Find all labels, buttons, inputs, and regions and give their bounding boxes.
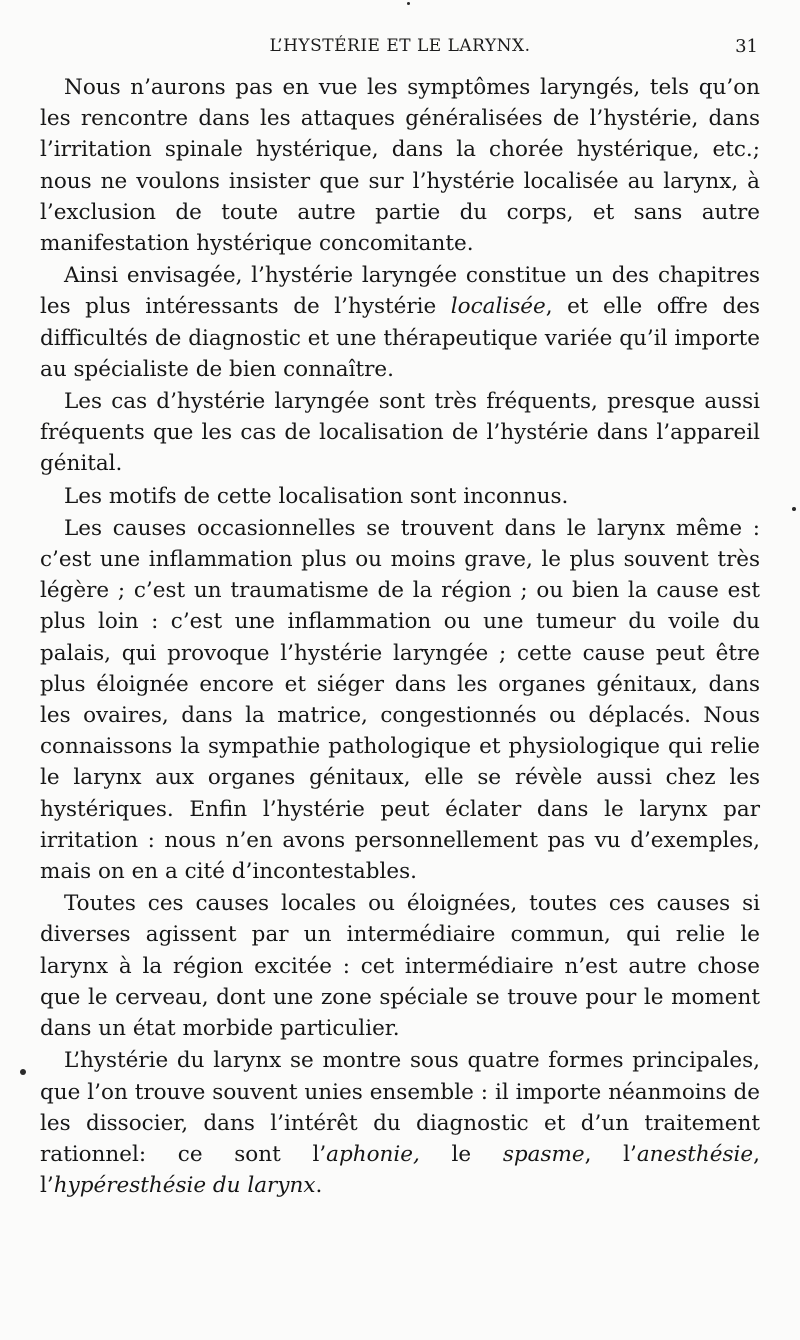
ink-speck [407,2,410,5]
paragraph-7 [40,1045,760,1201]
paragraph-7-end: . [315,1173,323,1199]
separator-2: , l’ [584,1141,637,1167]
page-number: 31 [735,36,758,57]
paragraph-2 [40,260,760,385]
paragraph-3: Les cas d’hystérie laryngée sont très fréquents, presque aussi fréquents que les cas de localisation de l’hystérie dans l’appareil génital. [40,389,760,477]
paragraph-2-after: , et elle offre des difficultés de diagnostic et une thérapeutique variée qu’il importe au spécialiste de bien connaître. [40,294,760,382]
paragraph-2-before: Ainsi envisagée, l’hystérie laryngée constitue un des chapitres les plus intéressants de l’hystérie [40,263,760,320]
ink-speck [792,507,796,511]
separator-1: le [419,1141,503,1167]
ink-speck [20,1069,26,1075]
paragraph-5: Les causes occasionnelles se trouvent dans le larynx même : c’est une inflammation plus ou moins grave, le plus souvent très légère ; c’est un traumatisme de la région ; ou bien la cause est plus loin : c’est une inflammation ou une tumeur du voile du palais, qui provoque l’hystérie laryngée ; cette cause peut être plus éloignée encore et siéger dans les organes génitaux, dans les ovaires, dans la matrice, congestionnés ou déplacés. Nous connaissons la sympathie pathologique et physiologique qui relie le larynx aux organes génitaux, elle se révèle aussi chez les hystériques. Enfin l’hystérie peut éclater dans le larynx par irritation : nous n’en avons personnellement pas vu d’exemples, mais on en a cité d’incontestables. [40,515,760,885]
italic-spasme: spasme [502,1141,585,1167]
paragraph-7-intro: L’hystérie du larynx se montre sous quatre formes principales, que l’on trouve souvent unies ensemble : il importe néanmoins de les dissocier, dans l’intérêt du diagnostic et d’un traitement rationnel: ce sont l’ [40,1048,760,1167]
paragraph-1: Nous n’aurons pas en vue les symptômes laryngés, tels qu’on les rencontre dans les attaques généralisées de l’hystérie, dans l’irritation spinale hystérique, dans la chorée hystérique, etc.; nous ne voulons insister que sur l’hystérie localisée au larynx, à l’exclusion de toute autre partie du corps, et sans autre manifestation hystérique concomitante. [40,75,760,257]
italic-aphonie: aphonie, [326,1141,420,1167]
running-header [40,36,760,62]
italic-localisee: localisée [450,294,546,320]
body-text [40,72,760,1202]
paragraph-4: Les motifs de cette localisation sont inconnus. [64,483,569,509]
running-title: L’HYSTÉRIE ET LE LARYNX. [269,36,531,56]
italic-hyperesthesie: hypéresthésie du larynx [53,1173,316,1199]
italic-anesthesie: anesthésie [636,1141,754,1167]
paragraph-6: Toutes ces causes locales ou éloignées, toutes ces causes si diverses agissent par un intermédiaire commun, qui relie le larynx à la région excitée : cet intermédiaire n’est autre chose que le cerveau, dont une zone spéciale se trouve pour le moment dans un état morbide particulier. [40,891,760,1042]
separator-3: , l’ [40,1141,760,1199]
